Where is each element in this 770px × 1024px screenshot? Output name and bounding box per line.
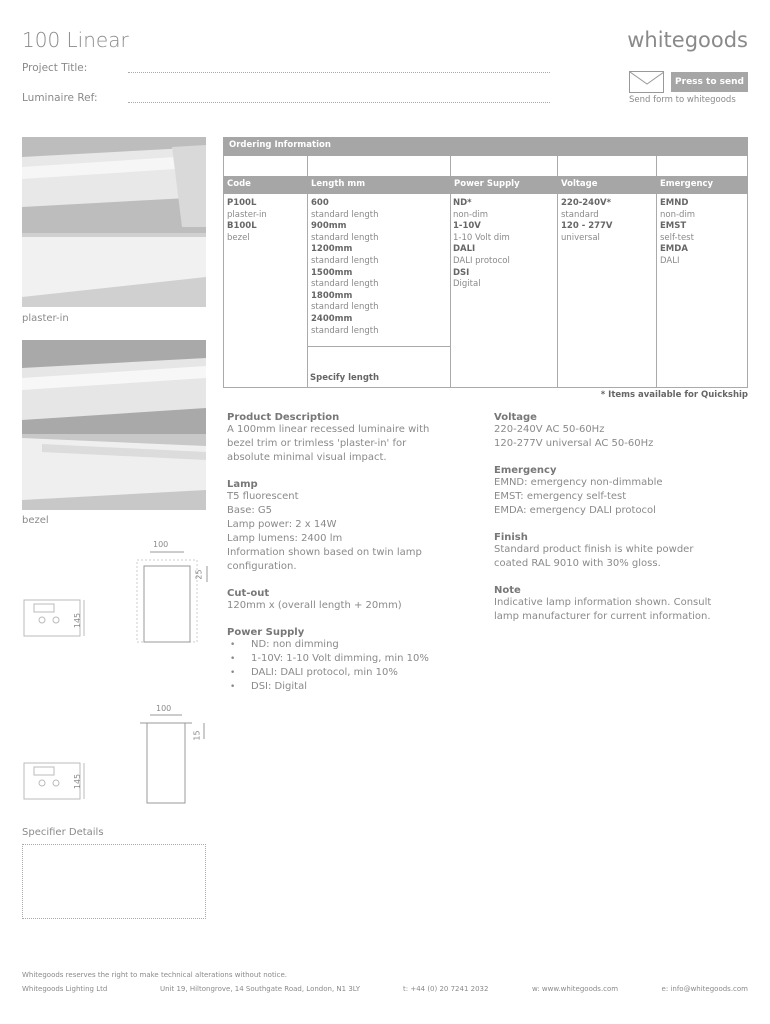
text-line: EMST: emergency self-test: [494, 491, 627, 502]
cutout-heading: Cut-out: [227, 588, 270, 599]
footer-phone: t: +44 (0) 20 7241 2032: [403, 985, 489, 993]
project-title-label: Project Title:: [22, 62, 88, 74]
option-description: standard length: [311, 325, 379, 336]
option-code: P100L: [227, 198, 257, 208]
option-description: standard length: [311, 209, 379, 220]
table-divider: [307, 346, 450, 347]
code-column: [227, 198, 267, 244]
option-code: B100L: [227, 221, 257, 232]
product-description-heading: Product Description: [227, 412, 340, 423]
plaster-in-photo: [22, 137, 206, 307]
text-line: Standard product finish is white powder: [494, 544, 694, 555]
voltage-heading: Voltage: [494, 412, 537, 423]
text-line: coated RAL 9010 with 30% gloss.: [494, 558, 661, 569]
text-line: EMDA: emergency DALI protocol: [494, 505, 656, 516]
drawing-width-dim: 100: [153, 540, 169, 549]
option-code: DALI: [453, 244, 476, 255]
drawing-height-dim: 145: [73, 612, 83, 629]
finish-text: [494, 543, 750, 571]
option-code: 600: [311, 198, 329, 208]
option-code: 900mm: [311, 221, 347, 232]
lamp-text: [227, 490, 477, 574]
note-text: [494, 596, 750, 624]
text-line: configuration.: [227, 561, 297, 572]
list-item: • DSI: Digital: [227, 680, 477, 694]
product-description-text: [227, 423, 477, 465]
text-line: Lamp lumens: 2400 lm: [227, 533, 343, 544]
footer-email-link[interactable]: e: info@whitegoods.com: [661, 985, 748, 993]
option-code: DSI: [453, 267, 470, 278]
option-description: DALI: [660, 255, 680, 266]
option-description: self-test: [660, 232, 694, 243]
length-column: [311, 198, 379, 337]
col-header-emergency: Emergency: [656, 176, 748, 194]
quickship-note: * Items available for Quickship: [600, 390, 748, 400]
list-item: • ND: non dimming: [227, 638, 477, 652]
option-code: EMDA: [660, 244, 688, 255]
footer-disclaimer: Whitegoods reserves the right to make technical alterations without notice.: [22, 971, 288, 979]
option-description: bezel: [227, 232, 250, 243]
specifier-label: Specifier Details: [22, 827, 104, 838]
list-item: • DALI: DALI protocol, min 10%: [227, 666, 477, 680]
footer-web-link[interactable]: w: www.whitegoods.com: [532, 985, 619, 993]
text-line: Lamp power: 2 x 14W: [227, 519, 337, 530]
text-line: Base: G5: [227, 505, 273, 516]
footer-company: Whitegoods Lighting Ltd: [22, 985, 108, 993]
text-line: absolute minimal visual impact.: [227, 452, 387, 463]
ordering-title: Ordering Information: [223, 137, 748, 156]
option-description: standard: [561, 209, 599, 220]
description-left: [227, 412, 477, 694]
drawing-trim-dim-2: 15: [192, 730, 202, 741]
option-code: 1200mm: [311, 244, 353, 255]
note-heading: Note: [494, 585, 521, 596]
drawing-width-dim-2: 100: [156, 704, 172, 713]
col-header-code: Code: [223, 176, 308, 194]
lamp-heading: Lamp: [227, 479, 258, 490]
send-note: Send form to whitegoods: [629, 95, 736, 105]
option-description: 1-10 Volt dim: [453, 232, 510, 243]
text-line: EMND: emergency non-dimmable: [494, 477, 663, 488]
drawing-height-dim-2: 145: [73, 773, 83, 790]
option-description: standard length: [311, 302, 379, 313]
option-code: 2400mm: [311, 313, 353, 324]
voltage-column: [561, 198, 613, 244]
specify-length: Specify length: [310, 373, 380, 383]
plaster-in-drawing: [22, 538, 212, 648]
option-code: EMND: [660, 198, 689, 208]
option-description: standard length: [311, 279, 379, 290]
text-line: T5 fluorescent: [227, 491, 299, 502]
page-title: 100 Linear: [22, 28, 129, 52]
option-description: universal: [561, 232, 600, 243]
footer-address: Unit 19, Hiltongrove, 14 Southgate Road, London, N1 3LY: [160, 985, 361, 993]
specifier-details-field[interactable]: [22, 844, 206, 919]
option-code: 1-10V: [453, 221, 481, 232]
col-header-voltage: Voltage: [557, 176, 657, 194]
send-button[interactable]: Press to send: [671, 72, 748, 92]
text-line: lamp manufacturer for current information.: [494, 611, 711, 622]
text-line: Information shown based on twin lamp: [227, 547, 422, 558]
emergency-column: [660, 198, 695, 268]
power-column: [453, 198, 510, 291]
emergency-heading: Emergency: [494, 465, 557, 476]
option-code: 220-240V*: [561, 198, 612, 208]
text-line: 220-240V AC 50-60Hz: [494, 424, 605, 435]
envelope-icon: [629, 71, 664, 93]
power-supply-heading: Power Supply: [227, 627, 305, 638]
option-description: non-dim: [660, 209, 696, 220]
bezel-label: bezel: [22, 515, 49, 526]
text-line: A 100mm linear recessed luminaire with: [227, 424, 430, 435]
option-description: standard length: [311, 232, 379, 243]
voltage-text: [494, 423, 750, 451]
option-description: standard length: [311, 255, 379, 266]
power-supply-list: [227, 638, 477, 694]
emergency-text: [494, 476, 750, 518]
project-title-field[interactable]: [128, 72, 550, 73]
option-code: EMST: [660, 221, 687, 232]
option-code: 120 - 277V: [561, 221, 613, 232]
option-code: ND*: [453, 198, 472, 208]
description-right: [494, 412, 750, 624]
option-description: plaster-in: [227, 209, 267, 220]
luminaire-ref-field[interactable]: [128, 102, 550, 103]
brand-logo: whitegoods: [627, 28, 748, 52]
option-code: 1500mm: [311, 267, 353, 278]
list-item: • 1-10V: 1-10 Volt dimming, min 10%: [227, 652, 477, 666]
finish-heading: Finish: [494, 532, 528, 543]
col-header-length: Length mm: [307, 176, 451, 194]
luminaire-ref-label: Luminaire Ref:: [22, 92, 98, 104]
col-header-power: Power Supply: [450, 176, 558, 194]
text-line: Indicative lamp information shown. Consult: [494, 597, 712, 608]
drawing-trim-dim: 25: [194, 569, 204, 580]
plaster-in-label: plaster-in: [22, 313, 69, 324]
option-description: non-dim: [453, 209, 489, 220]
bezel-drawing: [22, 703, 212, 813]
option-description: Digital: [453, 279, 481, 290]
text-line: bezel trim or trimless 'plaster-in' for: [227, 438, 407, 449]
option-code: 1800mm: [311, 290, 353, 301]
text-line: 120-277V universal AC 50-60Hz: [494, 438, 654, 449]
option-description: DALI protocol: [453, 255, 510, 266]
bezel-photo: [22, 340, 206, 510]
cutout-text: 120mm x (overall length + 20mm): [227, 600, 402, 611]
